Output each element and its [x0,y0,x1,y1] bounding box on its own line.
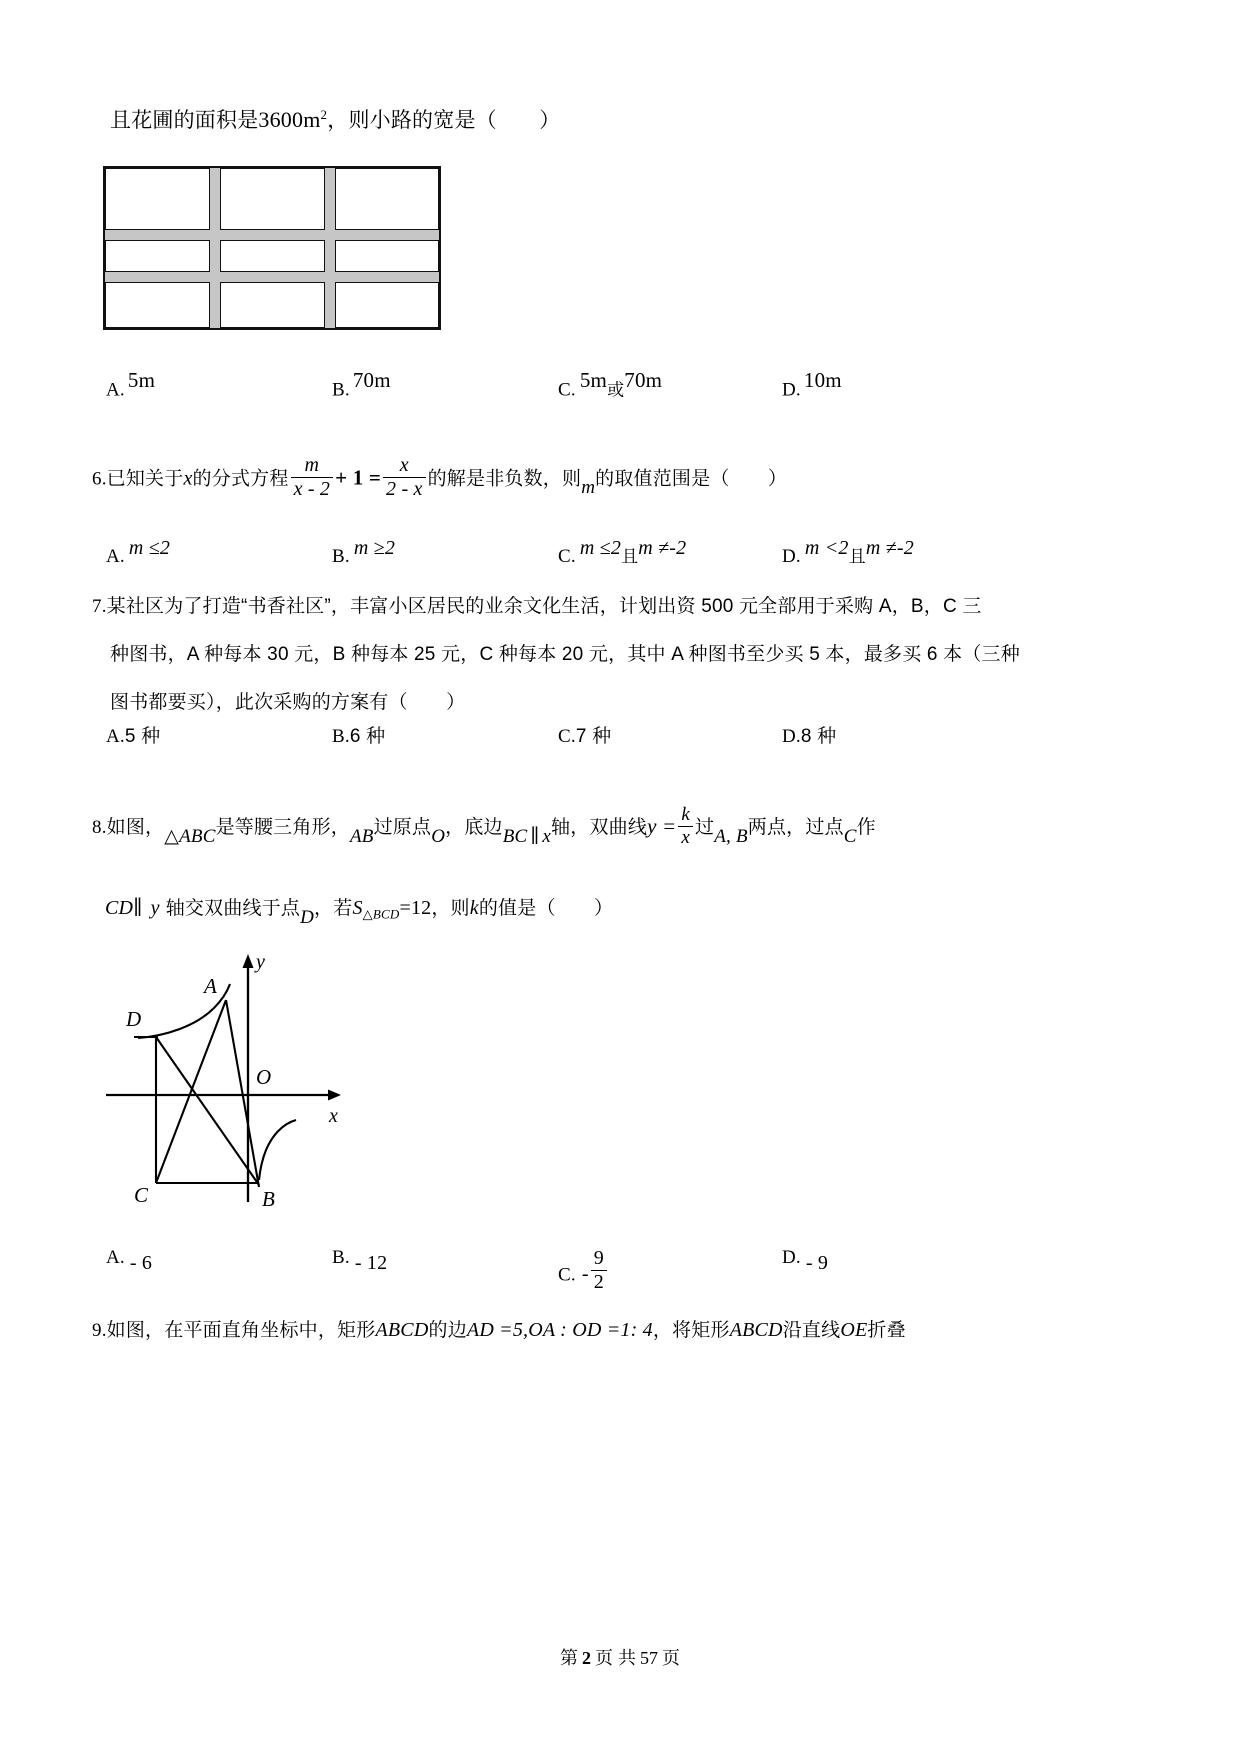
q8-option-c-denominator: 2 [593,1271,604,1293]
q5-option-b [332,370,391,400]
q5-option-c-value2: 70m [624,368,663,392]
q6-option-d-value: m <2 [804,537,849,559]
page-footer [0,1644,1240,1670]
q8-area-equals: =12 [399,897,432,919]
q8-option-c-label: C. [558,1264,576,1286]
q6-fraction-left-numerator: m [291,455,334,478]
q5-tail-stem [110,108,560,131]
q8-y-equals: y = [647,814,677,839]
q7-stem-line-2 [110,645,1020,664]
q6-fraction-left-denominator: x - 2 [293,478,331,500]
q6-number: 6. [92,468,107,490]
q5-text-before: 且花圃的面积是 [110,109,259,132]
q8-part-5: 轴，双曲线 [551,817,648,839]
q7-line-2-text: 种图书，A 种每本 30 元，B 种每本 25 元，C 种每本 20 元，其中 A 种图书至少买 5 本，最多买 6 本（三种 [110,644,1020,665]
svg-text:x: x [329,1105,338,1127]
q6-option-b-label: B. [332,546,350,567]
q8-option-c-minus: - [581,1263,589,1286]
q8-parallel-symbol-2: ∥ [133,897,143,919]
q8-option-a [106,1248,152,1273]
q8-line2-part-2: 轴交双曲线于点 [165,898,301,919]
grid-plot [335,282,439,328]
q8-point-d: D [300,906,315,928]
grid-plot [220,168,325,230]
q7-option-a [106,727,160,746]
q8-option-a-value: - 6 [129,1252,153,1274]
footer-suffix: 页 [662,1648,680,1668]
q5-text-after: ，则小路的宽是（ ） [327,109,561,132]
q8-fraction-numerator: k [678,805,693,827]
q8-fraction-denominator: x [681,826,691,848]
q9-line-oe: OE [840,1319,868,1341]
q5-area-exponent: 2 [320,107,328,122]
q8-option-c-fraction [591,1248,607,1293]
q8-axis-y: y [150,897,160,919]
q8-part-1: 如图， [106,817,165,839]
q5-option-a [106,370,155,400]
hyperbola-isosceles-triangle-figure [96,940,396,1230]
q6-option-d-conj: 且 [848,547,866,566]
q7-option-d [782,727,836,746]
q8-parallel-symbol: ∥ [530,825,540,847]
q9-part-5: 折叠 [867,1320,906,1341]
q5-option-c-conj: 或 [607,380,625,400]
q7-option-b-label: B. [332,726,350,747]
q5-option-d-value: 10m [803,368,842,392]
q6-variable-m: m [581,477,596,499]
q6-fraction-left [291,455,334,500]
grid-plot [335,168,439,230]
q5-option-c-label: C. [558,379,576,401]
q6-option-d-label: D. [782,546,801,567]
q6-option-d [782,538,914,567]
q7-option-a-value: 5 种 [124,726,161,747]
grid-plot [105,168,210,230]
q8-part-3: 过原点 [373,817,432,839]
svg-text:O: O [256,1065,272,1089]
q8-area-subscript: △BCD [362,906,400,922]
q5-option-a-label: A. [106,379,125,401]
q9-rectangle-abcd: ABCD [375,1319,429,1341]
q8-part-6: 过 [695,817,715,839]
q7-line-3-text: 图书都要买），此次采购的方案有（ ） [110,692,466,713]
q6-stem-part-2: 的分式方程 [192,468,289,490]
q7-option-d-label: D. [782,726,801,747]
q5-option-b-value: 70m [352,368,391,392]
q6-stem-part-1: 已知关于 [106,468,184,490]
q6-stem [92,455,787,500]
q8-triangle-abc: △ABC [164,825,216,847]
q6-option-a [106,538,170,567]
garden-paths-grid-figure [103,166,441,330]
q7-number: 7. [92,596,107,617]
grid-plot [335,240,439,272]
q6-option-b-value: m ≥2 [353,537,396,559]
q7-option-b [332,727,385,746]
footer-total-pages: 57 [640,1648,658,1668]
q8-point-o: O [431,825,446,847]
q5-area-value: 3600m [258,107,321,132]
svg-text:y: y [256,951,265,973]
svg-text:B: B [262,1187,275,1211]
q8-axis-x: x [542,825,552,847]
q9-part-3: ，将矩形 [652,1320,730,1341]
q6-option-d-value2: m ≠-2 [865,537,914,559]
q6-option-c-label: C. [558,546,576,567]
q7-option-b-value: 6 种 [349,726,386,747]
q6-option-b [332,538,395,567]
q8-option-c [558,1248,609,1293]
q8-part-7: 两点，过点 [747,817,844,839]
q8-area-symbol: S [352,897,363,919]
q7-stem-line-3 [110,693,465,712]
q6-fraction-right-denominator: 2 - x [386,478,423,500]
q6-option-c-conj: 且 [621,547,639,566]
q5-option-a-value: 5m [127,368,156,392]
q8-part-8: 作 [856,817,876,839]
svg-text:A: A [204,974,217,998]
q8-stem-line-2 [105,898,613,927]
q8-line2-part-3: ，若 [314,898,353,919]
q8-line2-part-5: 的值是（ ） [478,898,614,919]
q6-stem-part-3: 的解是非负数，则 [427,468,582,490]
q8-fraction-k-over-x [678,805,693,848]
q8-option-c-numerator: 9 [591,1248,607,1271]
q8-option-d [782,1248,828,1273]
q8-points-a-b: A, B [714,825,748,847]
q8-segment-cd: CD [105,897,134,919]
q8-part-4: ，底边 [445,817,503,839]
q5-option-d [782,370,842,400]
q5-option-c-value: 5m [579,368,608,392]
q8-number: 8. [92,817,107,839]
footer-middle: 页 共 [594,1648,636,1668]
q6-fraction-right [383,455,426,500]
q5-option-c [558,370,662,400]
q9-part-1: 如图，在平面直角坐标中，矩形 [106,1320,376,1341]
q7-option-c-label: C. [558,726,576,747]
q8-option-b-value: - 12 [354,1252,388,1274]
svg-text:D: D [126,1007,142,1031]
q8-option-d-value: - 9 [805,1252,829,1274]
q8-k-symbol: k [469,897,479,919]
q6-option-c-value2: m ≠-2 [638,537,687,559]
footer-prefix: 第 [559,1648,578,1668]
grid-plot [220,240,325,272]
q7-option-a-label: A. [106,726,125,747]
q8-line2-part-4: ，则 [431,898,470,919]
q8-segment-bc: BC [502,825,528,847]
q7-option-c [558,727,611,746]
q6-stem-part-4: 的取值范围是（ ） [595,468,788,490]
grid-plot [105,282,210,328]
q6-option-c [558,538,686,567]
q6-fraction-right-numerator: x [383,455,426,478]
q9-rectangle-abcd-2: ABCD [729,1319,783,1341]
footer-page-number: 2 [581,1648,591,1668]
q6-plus-one-equals: + 1 = [335,465,382,490]
q8-option-b [332,1248,387,1273]
q6-option-a-value: m ≤2 [128,537,171,559]
q9-part-2: 的边 [428,1320,467,1341]
q8-part-2: 是等腰三角形， [215,817,350,839]
q7-line-1-text: 某社区为了打造“书香社区”，丰富小区居民的业余文化生活，计划出资 500 元全部用于采购 A，B，C 三 [106,596,982,617]
q8-option-d-label: D. [782,1247,801,1268]
q9-part-4: 沿直线 [782,1320,841,1341]
q8-stem-line-1 [92,805,876,848]
q8-point-c: C [843,825,857,847]
q6-variable-x: x [183,467,193,490]
q7-option-d-value: 8 种 [800,726,837,747]
q9-number: 9. [92,1320,107,1341]
grid-plot [105,240,210,272]
q8-segment-ab: AB [349,825,374,847]
svg-text:C: C [134,1183,149,1207]
q8-option-a-label: A. [106,1247,125,1268]
q7-option-c-value: 7 种 [575,726,612,747]
q9-stem [92,1320,906,1340]
q9-given-conditions: AD =5,OA : OD =1: 4 [466,1319,653,1341]
q6-option-a-label: A. [106,546,125,567]
q6-option-c-value: m ≤2 [579,537,622,559]
q8-option-b-label: B. [332,1247,350,1268]
grid-plot [220,282,325,328]
q5-option-d-label: D. [782,379,801,401]
q5-option-b-label: B. [332,379,350,401]
q7-stem-line-1 [92,597,982,616]
